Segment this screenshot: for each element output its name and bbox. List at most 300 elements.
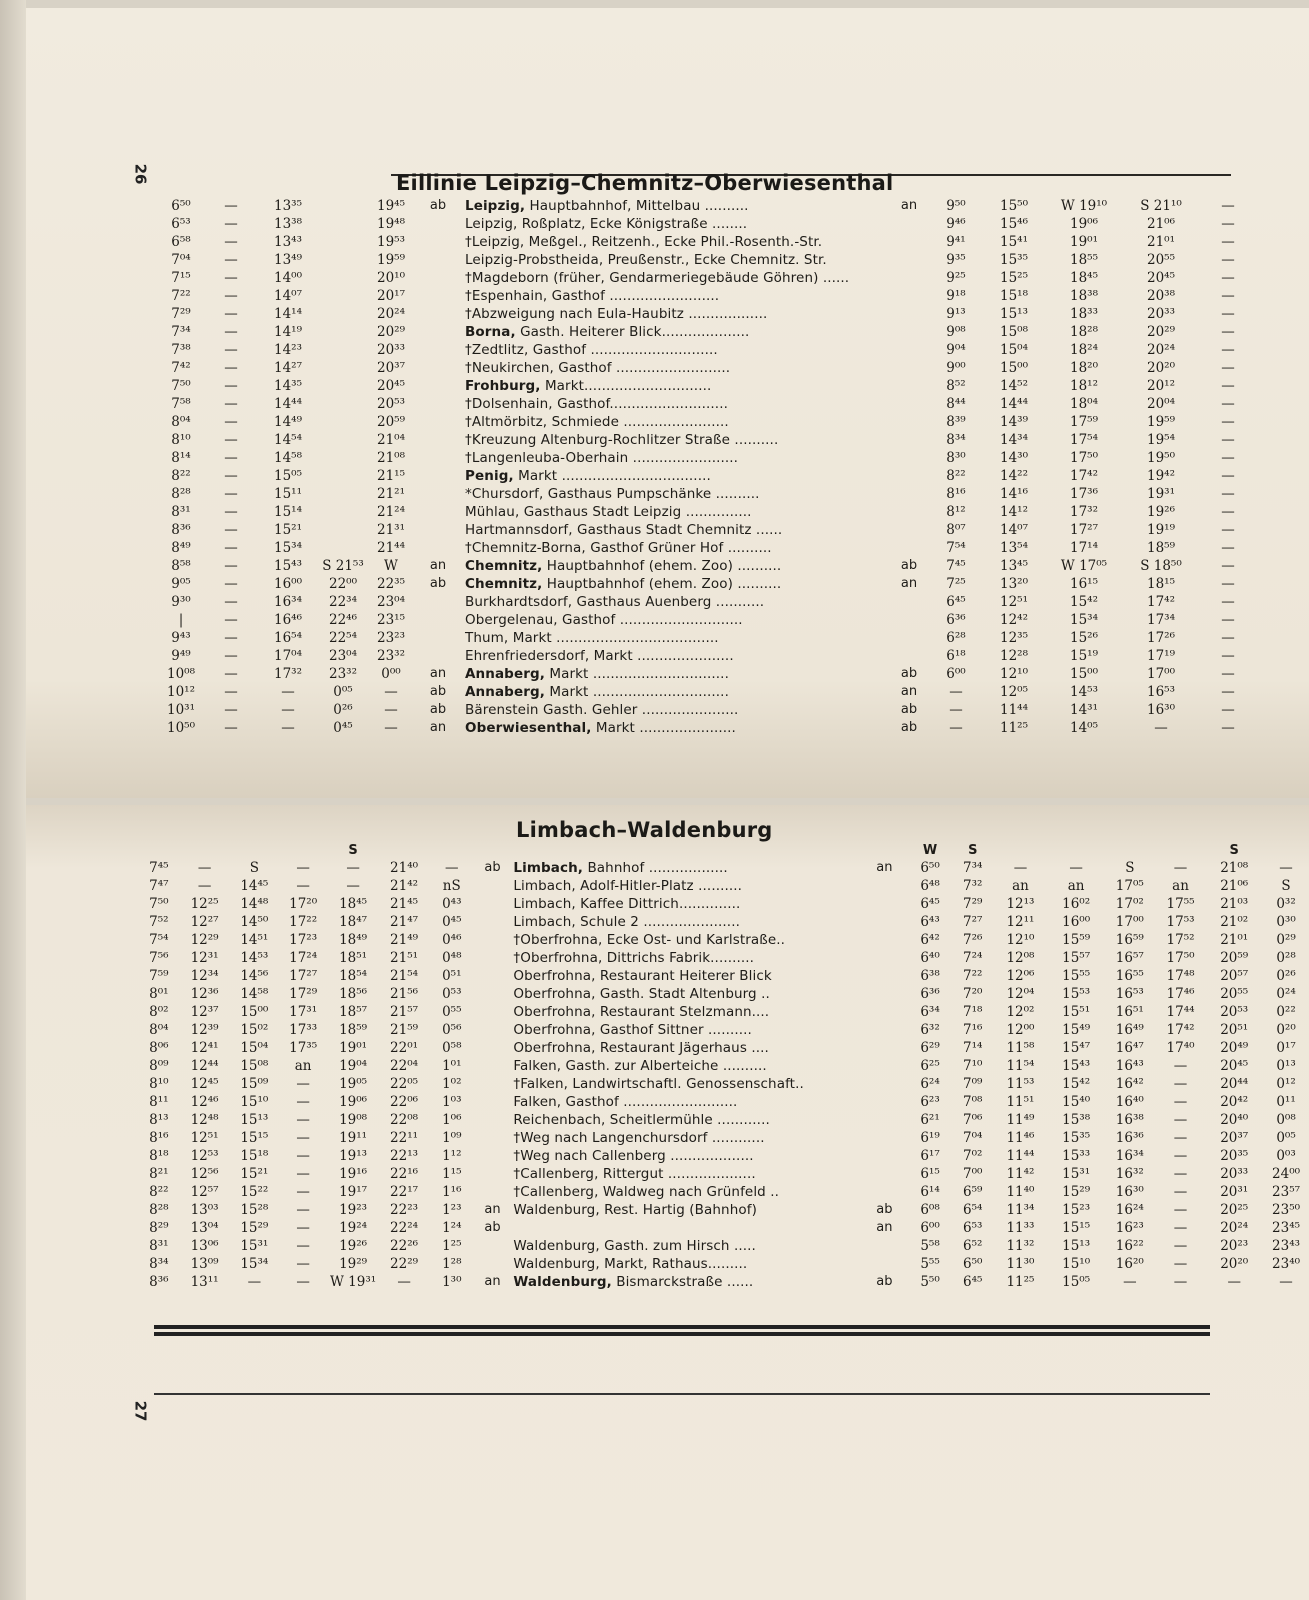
stop-name-detail: Mühlau, Gasthaus Stadt Leipzig ............... xyxy=(465,504,752,520)
time-up-5: — xyxy=(1221,342,1235,358)
time-up-1: 6¹⁸ xyxy=(946,648,966,664)
stop-name-detail: †Kreuzung Altenburg-Rochlitzer Straße .......... xyxy=(465,432,779,448)
stop-name-detail: †Falken, Landwirtschaftl. Genossenschaft.. xyxy=(513,1076,804,1092)
time-down-4: 17²⁷ xyxy=(289,968,318,984)
time-down-2: — xyxy=(224,558,238,574)
time-up-3: — xyxy=(1013,860,1028,876)
time-down-3: 15³¹ xyxy=(240,1238,269,1254)
stop-name-detail: Oberfrohna, Restaurant Heiterer Blick xyxy=(513,968,772,984)
stop-name-detail: *Chursdorf, Gasthaus Pumpschänke .......... xyxy=(465,486,760,502)
time-down-2: — xyxy=(224,234,238,250)
arr-dep-left: ab xyxy=(429,576,447,591)
time-up-5: — xyxy=(1221,450,1235,466)
time-up-7: 21⁰³ xyxy=(1220,896,1249,912)
time-up-4: 15³³ xyxy=(1062,1148,1091,1164)
time-down-5: 22³⁵ xyxy=(376,576,405,592)
time-down-4: 23⁰⁴ xyxy=(328,648,357,664)
stop-name-detail: †Neukirchen, Gasthof .......................... xyxy=(465,360,731,376)
stop-name-bold: Leipzig, xyxy=(465,198,526,214)
time-up-5: — xyxy=(1221,720,1235,736)
time-down-7: 1⁰⁹ xyxy=(442,1130,462,1146)
time-down-3: — xyxy=(281,720,295,736)
time-up-1: 6²⁴ xyxy=(920,1076,940,1092)
time-down-5: — xyxy=(384,684,398,700)
time-up-6: — xyxy=(1173,1256,1188,1272)
time-up-2: 14²² xyxy=(999,468,1028,484)
arr-dep-left xyxy=(475,1039,511,1057)
time-up-5: 16³² xyxy=(1115,1166,1144,1182)
time-down-5: 23⁰⁴ xyxy=(376,594,405,610)
time-up-2: 13⁵⁴ xyxy=(999,540,1028,556)
time-up-3: 17⁵⁴ xyxy=(1069,432,1098,448)
time-up-2: 6⁵⁰ xyxy=(963,1256,983,1272)
time-up-4: 19¹⁹ xyxy=(1146,522,1175,538)
time-up-4: — xyxy=(1069,860,1083,876)
time-down-2: — xyxy=(224,252,238,268)
time-down-3: 16³⁴ xyxy=(273,594,302,610)
time-up-4: 15⁴³ xyxy=(1062,1058,1091,1074)
time-down-4 xyxy=(318,359,368,377)
time-down-3: 16⁰⁰ xyxy=(273,576,302,592)
arr-dep-left xyxy=(414,539,462,557)
arr-dep-left xyxy=(414,305,462,323)
time-down-3: 15¹⁴ xyxy=(273,504,302,520)
time-up-4: 15³⁵ xyxy=(1062,1130,1091,1146)
time-down-5: 19²³ xyxy=(339,1202,368,1218)
timetable-row xyxy=(158,359,1254,377)
timetable-row xyxy=(158,251,1254,269)
time-up-1: 6⁴² xyxy=(920,932,940,948)
time-down-2: — xyxy=(224,216,238,232)
time-down-4: 0⁴⁵ xyxy=(333,720,353,736)
time-down-1: | xyxy=(178,612,184,628)
time-down-5: 20¹⁰ xyxy=(376,270,405,286)
stop-name-detail: †Callenberg, Rittergut .................... xyxy=(513,1166,756,1182)
time-up-8: 0²⁹ xyxy=(1276,932,1296,948)
time-up-8: 0²⁶ xyxy=(1276,968,1296,984)
time-down-5: 19¹¹ xyxy=(339,1130,368,1146)
time-up-1: 9¹³ xyxy=(946,306,966,322)
stop-name-detail: †Leipzig, Meßgel., Reitzenh., Ecke Phil.-Rosenth.-Str. xyxy=(465,234,823,250)
time-down-4: 17²⁹ xyxy=(289,986,318,1002)
stop-name-detail: Markt ............................... xyxy=(549,666,729,682)
time-up-3: 18³⁸ xyxy=(1069,288,1098,304)
timetable-row xyxy=(158,449,1254,467)
stop-name xyxy=(462,647,886,665)
time-down-4: — xyxy=(296,1238,310,1254)
arr-dep-right xyxy=(886,377,932,395)
column-mark xyxy=(279,843,327,859)
stop-name xyxy=(462,215,886,233)
time-down-5: 18⁴⁷ xyxy=(339,914,368,930)
time-up-7: 20⁵⁷ xyxy=(1220,968,1249,984)
time-down-5: 19⁰⁶ xyxy=(339,1094,368,1110)
timetable-row xyxy=(138,931,1309,949)
time-up-1: — xyxy=(949,720,963,736)
arr-dep-left xyxy=(414,503,462,521)
stop-name xyxy=(462,557,886,575)
time-up-6: 17⁴² xyxy=(1166,1022,1195,1038)
time-up-4: 15⁴⁰ xyxy=(1062,1094,1091,1110)
time-down-7: 0⁴⁵ xyxy=(442,914,462,930)
time-up-3: 11⁵⁸ xyxy=(1006,1040,1035,1056)
time-up-7: 20²⁴ xyxy=(1220,1220,1249,1236)
stop-name-detail: Falken, Gasthof .......................... xyxy=(513,1094,738,1110)
arr-dep-left xyxy=(475,1093,511,1111)
time-up-3: 14⁵³ xyxy=(1069,684,1098,700)
stop-name xyxy=(462,701,886,719)
time-down-7: 0⁵⁸ xyxy=(442,1040,462,1056)
time-up-5: 17⁰⁵ xyxy=(1115,878,1144,894)
arr-dep-right xyxy=(862,985,908,1003)
time-up-4: 20²⁰ xyxy=(1146,360,1175,376)
time-down-3: 14⁵⁸ xyxy=(273,450,302,466)
timetable-row xyxy=(138,1273,1309,1291)
arr-dep-right: an xyxy=(900,198,918,213)
time-up-3: 11⁴⁴ xyxy=(1006,1148,1035,1164)
time-down-2: — xyxy=(224,414,238,430)
time-down-1: 7⁴⁵ xyxy=(149,860,169,876)
time-down-6: 22⁰⁵ xyxy=(390,1076,419,1092)
time-up-5: — xyxy=(1221,666,1235,682)
arr-dep-right xyxy=(886,629,932,647)
upper-page xyxy=(26,8,1309,798)
arr-dep-left xyxy=(414,647,462,665)
time-up-2: 7⁰² xyxy=(963,1148,983,1164)
stop-name xyxy=(462,413,886,431)
time-down-6: 21⁵¹ xyxy=(390,950,419,966)
time-up-6: — xyxy=(1173,1202,1188,1218)
time-down-2: 12³⁶ xyxy=(190,986,219,1002)
time-up-8: 23⁴⁰ xyxy=(1272,1256,1301,1272)
timetable-row xyxy=(138,1057,1309,1075)
time-down-3: 14⁰⁰ xyxy=(273,270,302,286)
time-down-3: 13⁴⁹ xyxy=(273,252,302,268)
time-up-2: 6⁵⁴ xyxy=(963,1202,983,1218)
time-up-4: 19⁴² xyxy=(1146,468,1175,484)
time-up-1: 6¹⁵ xyxy=(920,1166,940,1182)
time-down-1: 8¹⁰ xyxy=(171,432,191,448)
time-down-1: 7⁵⁸ xyxy=(171,396,191,412)
time-up-1: 6³⁴ xyxy=(920,1004,940,1020)
column-mark xyxy=(138,843,180,859)
time-up-2: 12⁰⁵ xyxy=(999,684,1028,700)
time-down-4 xyxy=(318,485,368,503)
time-up-3: 17²⁷ xyxy=(1069,522,1098,538)
time-up-3: 14³¹ xyxy=(1069,702,1098,718)
time-down-6: 22²⁴ xyxy=(390,1220,419,1236)
time-up-2: 14³⁴ xyxy=(999,432,1028,448)
stop-name-detail: Limbach, Kaffee Dittrich.............. xyxy=(513,896,741,912)
time-up-4: 17¹⁹ xyxy=(1146,648,1175,664)
time-down-7: 1⁰¹ xyxy=(442,1058,462,1074)
stop-name xyxy=(462,539,886,557)
time-down-1: 8³⁴ xyxy=(149,1256,169,1272)
time-down-3: 14³⁵ xyxy=(273,378,302,394)
stop-name-detail: †Callenberg, Waldweg nach Grünfeld .. xyxy=(513,1184,780,1200)
time-up-1: 8⁴⁴ xyxy=(946,396,966,412)
time-up-5: 16⁴⁷ xyxy=(1115,1040,1144,1056)
time-up-4: — xyxy=(1154,720,1168,736)
column-mark xyxy=(993,843,1049,859)
time-up-4: 15¹⁵ xyxy=(1062,1220,1091,1236)
timetable-row xyxy=(138,877,1309,895)
time-down-6: 22²⁹ xyxy=(390,1256,419,1272)
timetable-row xyxy=(158,377,1254,395)
arr-dep-right xyxy=(886,251,932,269)
stop-name xyxy=(510,1255,861,1273)
time-down-3: 14⁴⁸ xyxy=(240,896,269,912)
time-down-5: 19⁴⁸ xyxy=(376,216,405,232)
time-down-3: 15²¹ xyxy=(240,1166,269,1182)
time-up-5: 16²⁴ xyxy=(1115,1202,1144,1218)
time-up-1: 6²⁵ xyxy=(920,1058,940,1074)
time-up-1: 6⁴⁸ xyxy=(920,878,940,894)
time-down-2: 12⁵¹ xyxy=(190,1130,219,1146)
time-down-5: — xyxy=(384,720,398,736)
timetable-row xyxy=(158,305,1254,323)
time-down-3: 13⁴³ xyxy=(273,234,302,250)
time-up-3: W 17⁰⁵ xyxy=(1060,558,1108,574)
time-down-7: 1⁰⁶ xyxy=(442,1112,462,1128)
time-up-1: 8⁰⁷ xyxy=(946,522,966,538)
arr-dep-right xyxy=(886,485,932,503)
stop-name xyxy=(510,949,861,967)
timetable-limbach-waldenburg xyxy=(138,843,1309,1291)
time-down-6: 22⁰⁴ xyxy=(390,1058,419,1074)
timetable-row xyxy=(158,701,1254,719)
time-down-4 xyxy=(318,233,368,251)
time-up-4: 19⁵⁰ xyxy=(1146,450,1175,466)
timetable-row xyxy=(138,1183,1309,1201)
stop-name-bold: Limbach, xyxy=(513,860,584,876)
stop-name-bold: Chemnitz, xyxy=(465,576,543,592)
stop-name-detail: Leipzig-Probstheida, Preußenstr., Ecke Chemnitz. Str. xyxy=(465,252,827,268)
timetable-row xyxy=(158,719,1254,737)
timetable-row xyxy=(138,895,1309,913)
timetable-row xyxy=(138,985,1309,1003)
time-up-6: 17⁵² xyxy=(1166,932,1195,948)
stop-name xyxy=(510,1219,861,1237)
time-down-4 xyxy=(318,395,368,413)
stop-name-detail: Limbach, Adolf-Hitler-Platz .......... xyxy=(513,878,743,894)
time-up-5: — xyxy=(1221,324,1235,340)
time-up-2: 14¹² xyxy=(999,504,1028,520)
time-down-3: 15²⁸ xyxy=(240,1202,269,1218)
stop-name-detail: Reichenbach, Scheitlermühle ............ xyxy=(513,1112,770,1128)
stop-name xyxy=(510,967,861,985)
time-down-4: 17³³ xyxy=(289,1022,318,1038)
time-up-5: — xyxy=(1221,594,1235,610)
time-up-8: 0¹¹ xyxy=(1276,1094,1296,1110)
arr-dep-right xyxy=(862,895,908,913)
time-down-6: 21⁴⁰ xyxy=(390,860,419,876)
time-down-4: 17³⁵ xyxy=(289,1040,318,1056)
stop-name-detail: Limbach, Schule 2 ...................... xyxy=(513,914,740,930)
time-up-2: 15⁴⁶ xyxy=(999,216,1028,232)
timetable-row xyxy=(158,557,1254,575)
time-down-5: 21²¹ xyxy=(376,486,405,502)
time-down-6: 21⁴⁷ xyxy=(390,914,419,930)
time-up-5: — xyxy=(1221,360,1235,376)
time-down-1: 8³⁶ xyxy=(171,522,191,538)
time-up-4: 17⁴² xyxy=(1146,594,1175,610)
time-up-4: 17²⁶ xyxy=(1146,630,1175,646)
timetable-row xyxy=(138,859,1309,877)
stop-name xyxy=(462,719,886,737)
time-down-2: 12³⁴ xyxy=(190,968,219,984)
time-up-6: 17⁴⁸ xyxy=(1166,968,1195,984)
arr-dep-left xyxy=(414,395,462,413)
time-up-6: 17⁴⁶ xyxy=(1166,986,1195,1002)
time-up-5: 16²² xyxy=(1115,1238,1144,1254)
time-up-3: 12⁰⁸ xyxy=(1006,950,1035,966)
stop-name-bold: Annaberg, xyxy=(465,666,545,682)
time-down-2: 13⁰⁶ xyxy=(190,1238,219,1254)
column-mark xyxy=(180,843,230,859)
time-up-8: 0⁰⁵ xyxy=(1276,1130,1296,1146)
time-up-4: 20³³ xyxy=(1146,306,1175,322)
column-mark xyxy=(429,843,475,859)
time-up-7: 20³⁵ xyxy=(1220,1148,1249,1164)
time-up-4: 21⁰⁶ xyxy=(1146,216,1175,232)
time-up-7: 20³¹ xyxy=(1220,1184,1249,1200)
time-down-6: 22²³ xyxy=(390,1202,419,1218)
time-up-5: 16⁴³ xyxy=(1115,1058,1144,1074)
time-up-3: 15⁴² xyxy=(1069,594,1098,610)
time-up-5: — xyxy=(1221,288,1235,304)
time-up-4: 15⁵⁵ xyxy=(1062,968,1091,984)
time-up-4: 18⁵⁹ xyxy=(1146,540,1175,556)
time-up-8: 0¹³ xyxy=(1276,1058,1296,1074)
arr-dep-right: ab xyxy=(900,666,918,681)
time-down-5: 20²⁴ xyxy=(376,306,405,322)
arr-dep-right xyxy=(862,1039,908,1057)
arr-dep-left xyxy=(475,931,511,949)
time-up-2: 7²² xyxy=(963,968,983,984)
column-mark xyxy=(379,843,429,859)
time-up-6: — xyxy=(1173,860,1188,876)
time-down-2: — xyxy=(224,504,238,520)
time-up-1: 6⁴⁵ xyxy=(946,594,966,610)
time-up-3: 17¹⁴ xyxy=(1069,540,1098,556)
time-up-6: 17⁵⁵ xyxy=(1166,896,1195,912)
stop-name xyxy=(510,1201,861,1219)
time-down-4 xyxy=(318,323,368,341)
time-down-5: 18⁴⁵ xyxy=(339,896,368,912)
time-down-5: 21⁰⁸ xyxy=(376,450,405,466)
time-down-4 xyxy=(318,251,368,269)
column-mark: W xyxy=(922,843,938,858)
time-up-4: 15⁴⁹ xyxy=(1062,1022,1091,1038)
time-down-1: 8⁰¹ xyxy=(149,986,169,1002)
time-up-2: 7³⁴ xyxy=(963,860,983,876)
time-up-3: 12¹³ xyxy=(1006,896,1035,912)
arr-dep-left xyxy=(475,985,511,1003)
timetable-row xyxy=(138,1201,1309,1219)
time-down-1: 8⁴⁹ xyxy=(171,540,191,556)
stop-name xyxy=(462,665,886,683)
time-up-2: 7³² xyxy=(963,878,983,894)
stop-name xyxy=(462,197,886,215)
time-down-3: 15²² xyxy=(240,1184,269,1200)
time-up-2: 7⁰⁸ xyxy=(963,1094,983,1110)
arr-dep-right: an xyxy=(876,860,893,875)
time-up-2: 13⁴⁵ xyxy=(999,558,1028,574)
time-up-2: 15²⁵ xyxy=(999,270,1028,286)
time-down-2: — xyxy=(224,198,238,214)
time-up-1: 5⁵⁸ xyxy=(920,1238,940,1254)
time-up-5: — xyxy=(1221,612,1235,628)
time-down-5: 18⁵⁴ xyxy=(339,968,368,984)
time-up-6: — xyxy=(1173,1238,1188,1254)
time-up-2: 12⁵¹ xyxy=(999,594,1028,610)
time-up-2: 15⁵⁰ xyxy=(999,198,1028,214)
time-down-2: 12⁴⁵ xyxy=(190,1076,219,1092)
stop-name xyxy=(510,859,861,877)
arr-dep-left xyxy=(475,1111,511,1129)
time-up-3: 11⁴⁰ xyxy=(1006,1184,1035,1200)
stop-name xyxy=(462,359,886,377)
time-down-4: 17²⁴ xyxy=(289,950,318,966)
time-down-6: 21⁴² xyxy=(390,878,419,894)
time-down-3: 14⁵⁴ xyxy=(273,432,302,448)
time-down-1: 8¹³ xyxy=(149,1112,169,1128)
time-up-3: 17³⁶ xyxy=(1069,486,1098,502)
time-down-3: 15³⁴ xyxy=(240,1256,269,1272)
timetable-row xyxy=(158,341,1254,359)
time-up-5: 16⁵¹ xyxy=(1115,1004,1144,1020)
time-up-7: 20³⁷ xyxy=(1220,1130,1249,1146)
time-up-5: — xyxy=(1221,378,1235,394)
stop-name-detail: Waldenburg, Gasth. zum Hirsch ..... xyxy=(513,1238,756,1254)
time-up-3: 15¹⁹ xyxy=(1069,648,1098,664)
time-down-1: 10³¹ xyxy=(166,702,195,718)
time-down-2: 12³¹ xyxy=(190,950,219,966)
time-up-7: 20⁴⁹ xyxy=(1220,1040,1249,1056)
column-mark: S xyxy=(348,843,358,858)
timetable-row xyxy=(138,1165,1309,1183)
stop-name-bold: Waldenburg, xyxy=(513,1274,612,1290)
time-down-3: 14⁵¹ xyxy=(240,932,269,948)
stop-name xyxy=(462,341,886,359)
time-up-2: 15⁰⁴ xyxy=(999,342,1028,358)
time-down-3: 14¹⁴ xyxy=(273,306,302,322)
timetable-row xyxy=(158,521,1254,539)
time-down-1: 8¹⁸ xyxy=(149,1148,169,1164)
arr-dep-left xyxy=(475,1057,511,1075)
time-up-7: 21⁰¹ xyxy=(1220,932,1249,948)
time-down-1: 8⁰⁴ xyxy=(149,1022,169,1038)
time-up-4: 20⁰⁴ xyxy=(1146,396,1175,412)
time-up-1: 7⁵⁴ xyxy=(946,540,966,556)
time-up-3: W 19¹⁰ xyxy=(1060,198,1108,214)
time-down-3: — xyxy=(281,684,295,700)
time-down-7: 0⁴³ xyxy=(442,896,462,912)
time-up-3: 14⁰⁵ xyxy=(1069,720,1098,736)
time-down-7: 0⁴⁶ xyxy=(442,932,462,948)
arr-dep-left xyxy=(414,341,462,359)
time-up-2: 7¹⁶ xyxy=(963,1022,983,1038)
stop-name xyxy=(510,895,861,913)
time-down-3: 14⁵⁶ xyxy=(240,968,269,984)
arr-dep-right xyxy=(886,449,932,467)
time-down-3: 15¹³ xyxy=(240,1112,269,1128)
arr-dep-left xyxy=(414,413,462,431)
timetable-leipzig-oberwiesenthal xyxy=(158,197,1254,737)
time-down-5: 20³⁷ xyxy=(376,360,405,376)
time-up-1: 9⁰⁴ xyxy=(946,342,966,358)
